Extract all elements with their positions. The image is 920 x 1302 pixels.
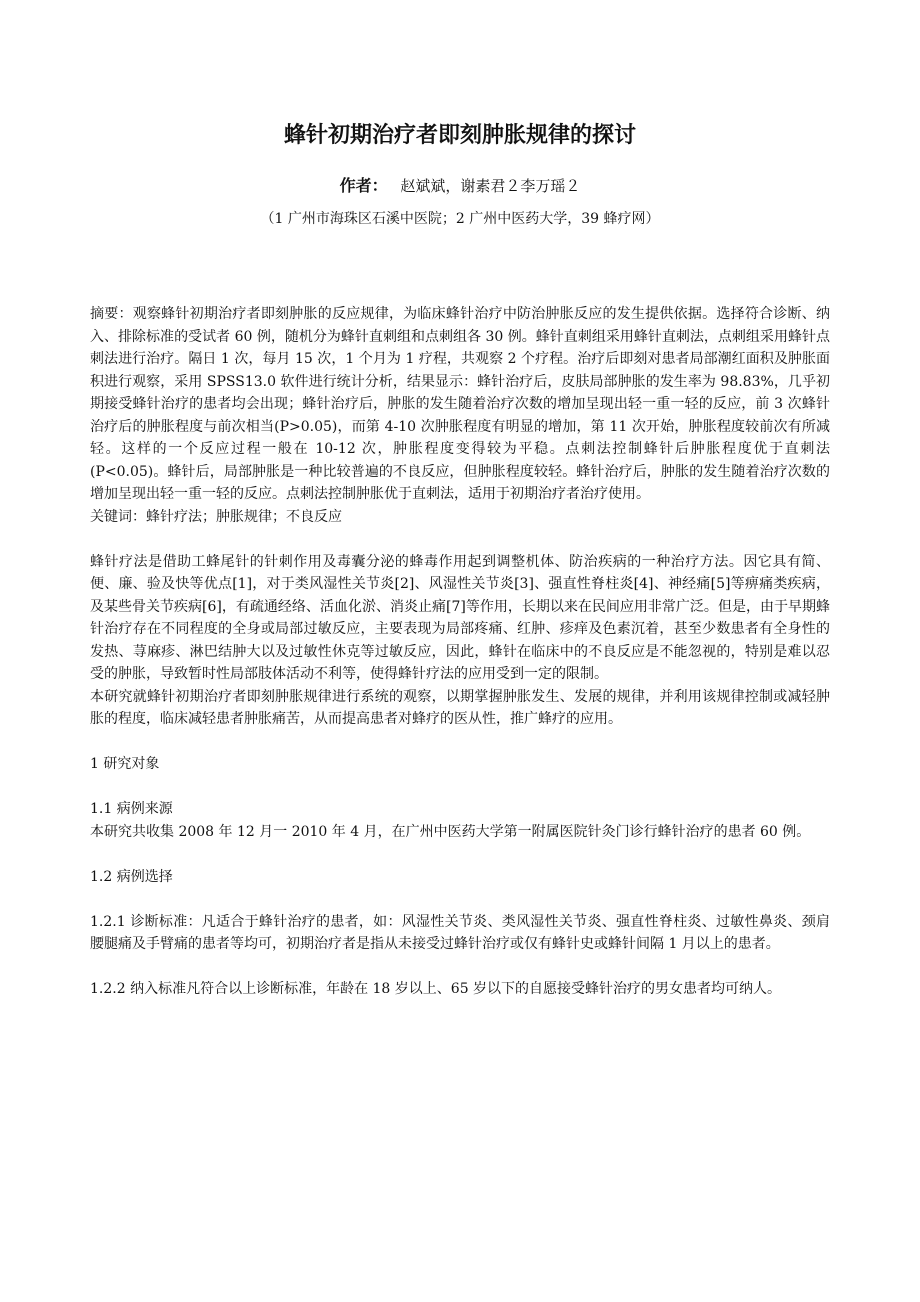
keywords-line: 关键词：蜂针疗法；肿胀规律；不良反应 [90, 508, 342, 525]
author-names: 赵斌斌，谢素君２李万瑶２ [400, 177, 581, 195]
spacer [90, 776, 830, 799]
spacer [90, 888, 830, 911]
spacer [90, 843, 830, 866]
section-1-heading: 1 研究对象 [90, 756, 160, 772]
intro-paragraph-1: 蜂针疗法是借助工蜂尾针的针刺作用及毒囊分泌的蜂毒作用起到调整机体、防治疾病的一种治疗方法。因它具有简、便、廉、验及快等优点[1]，对于类风湿性关节炎[2]、风湿性关节炎[3]、强直性脊柱炎[4]、神经痛[5]等痹痛类疾病，及某些骨关节疾病[6]，有疏通经络、活血化淤、消炎止痛[7]等作用，长期以来在民间应用非常广泛。但是，由于早期蜂针治疗存在不同程度的全身或局部过敏反应，主要表现为局部疼痛、红肿、疹痒及色素沉着，甚至少数患者有全身性的发热、荨麻疹、淋巴结肿大以及过敏性休克等过敏反应，因此，蜂针在临床中的不良反应是不能忽视的，特别是难以忍受的肿胀，导致暂时性局部肢体活动不利等，使得蜂针疗法的应用受到一定的限制。 [90, 553, 830, 682]
section-1-1-text: 本研究共收集 2008 年 12 月一 2010 年 4 月，在广州中医药大学第一附属医院针灸门诊行蜂针治疗的患者 60 例。 [90, 823, 811, 840]
spacer [90, 956, 830, 979]
author-line [0, 174, 920, 198]
section-1-2-heading: 1.2 病例选择 [90, 868, 173, 885]
intro-paragraph-2: 本研究就蜂针初期治疗者即刻肿胀规律进行系统的观察，以期掌握肿胀发生、发展的规律，并利用该规律控制或减轻肿胀的程度，临床减轻患者肿胀痛苦，从而提高患者对蜂疗的医从性，推广蜂疗的应用。 [90, 688, 830, 727]
section-1-2-1-text: 1.2.1 诊断标准：凡适合于蜂针治疗的患者，如：风湿性关节炎、类风湿性关节炎、强直性脊柱炎、过敏性鼻炎、颈肩腰腿痛及手臂痛的患者等均可，初期治疗者是指从未接受过蜂针治疗或仅有蜂针史或蜂针间隔 1 月以上的患者。 [90, 913, 830, 952]
abstract-paragraph: 摘要：观察蜂针初期治疗者即刻肿胀的反应规律，为临床蜂针治疗中防治肿胀反应的发生提供依据。选择符合诊断、纳入、排除标准的受试者 60 例，随机分为蜂针直刺组和点刺组各 30 例。蜂针直刺组采用蜂针直刺法，点刺组采用蜂针点刺法进行治疗。隔日 1 次，每月 15 次，1 个月为 1 疗程，共观察 2 个疗程。治疗后即刻对患者局部潮红面积及肿胀面积进行观察，采用 SPSS13.0 软件进行统计分析，结果显示：蜂针治疗后，皮肤局部肿胀的发生率为 98.83%，几乎初期接受蜂针治疗的患者均会出现；蜂针治疗后，肿胀的发生随着治疗次数的增加呈现出轻一重一轻的反应，前 3 次蜂针治疗后的肿胀程度与前次相当(P>0.05)，而第 4-10 次肿胀程度有明显的增加，第 11 次开始，肿胀程度较前次有所减轻。这样的一个反应过程一般在 10-12 次，肿胀程度变得较为平稳。点刺法控制蜂针后肿胀程度优于直刺法(P<0.05)。蜂针后，局部肿胀是一种比较普遍的不良反应，但肿胀程度较轻。蜂针治疗后，肿胀的发生随着治疗次数的增加呈现出轻一重一轻的反应。点刺法控制肿胀优于直刺法，适用于初期治疗者治疗使用。 [90, 306, 830, 502]
section-1-2-2-text: 1.2.2 纳入标准凡符合以上诊断标准，年龄在 18 岁以上、65 岁以下的自愿接受蜂针治疗的男女患者均可纳人。 [90, 981, 782, 997]
author-label: 作者： [339, 176, 388, 195]
paper-title: 蜂针初期治疗者即刻肿胀规律的探讨 [283, 123, 636, 148]
paper-body [90, 303, 830, 1001]
section-1-1-heading: 1.1 病例来源 [90, 801, 173, 817]
spacer [90, 528, 830, 551]
affiliation-line: （1 广州市海珠区石溪中医院；2 广州中医药大学，39 蜂疗网） [260, 211, 660, 227]
spacer [90, 731, 830, 754]
